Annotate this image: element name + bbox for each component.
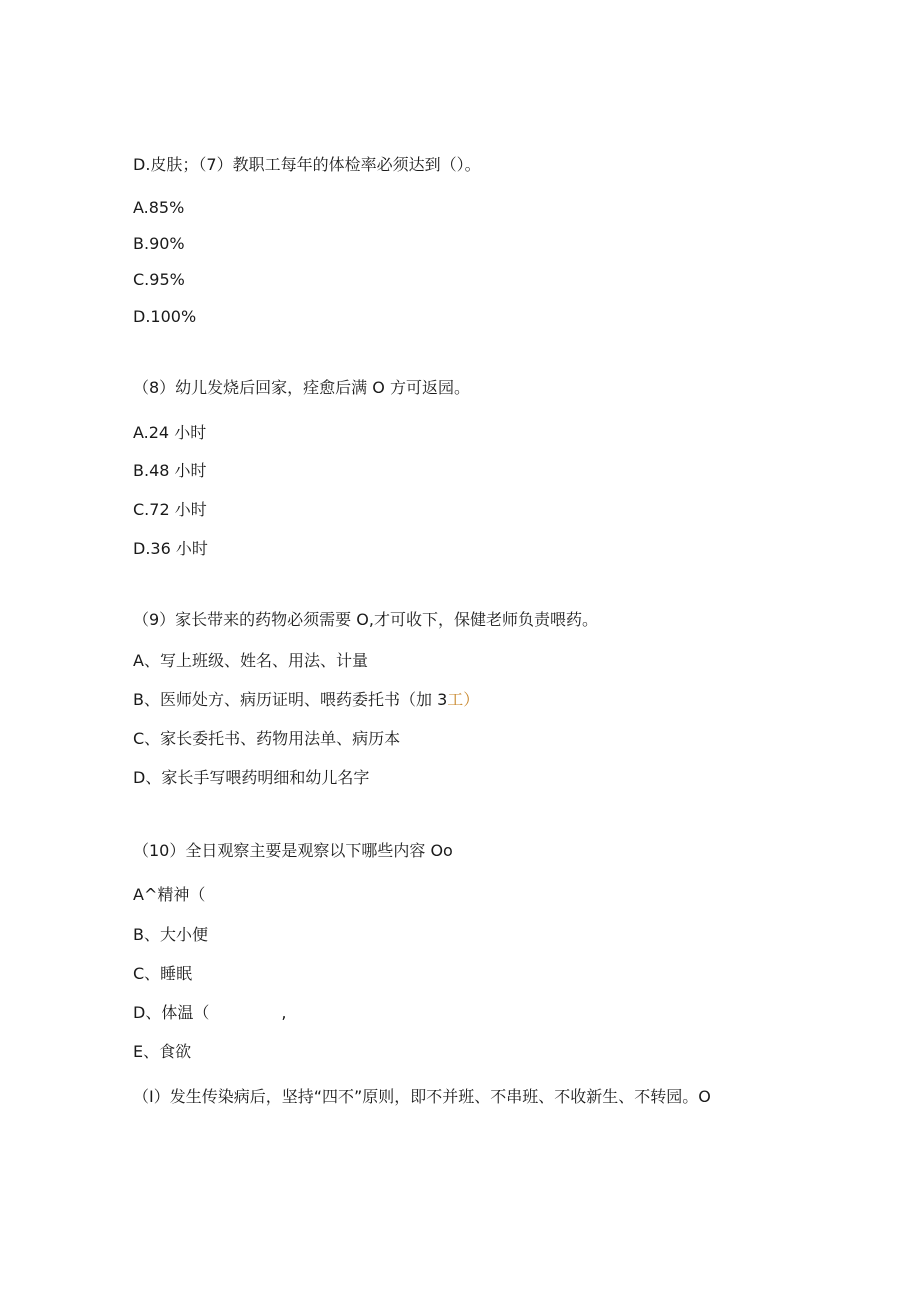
- question-10-option-a: A^精神（: [133, 885, 206, 904]
- question-8-option-b: B.48 小时: [133, 461, 207, 480]
- question-10-option-d-comma: ,: [281, 1003, 287, 1022]
- question-8-option-c: C.72 小时: [133, 500, 207, 519]
- question-10-option-d-text: D、体温（: [133, 1003, 210, 1022]
- question-7-option-d: D.100%: [133, 307, 197, 326]
- question-7-option-a: A.85%: [133, 198, 185, 217]
- question-9-option-a: A、写上班级、姓名、用法、计量: [133, 651, 368, 670]
- question-8-option-a: A.24 小时: [133, 423, 207, 442]
- question-9-option-b: [133, 690, 479, 710]
- question-9-option-b-mark: 工）: [447, 690, 480, 709]
- question-9-option-c: C、家长委托书、药物用法单、病历本: [133, 729, 401, 748]
- question-8-option-d: D.36 小时: [133, 539, 208, 558]
- question-10-option-c: C、睡眠: [133, 964, 193, 983]
- question-9-option-b-text: B、医师处方、病历证明、喂药委托书（加 3: [133, 690, 448, 709]
- question-7-option-b: B.90%: [133, 234, 185, 253]
- question-9-stem: （9）家长带来的药物必须需要 O,才可收下，保健老师负责喂药。: [133, 610, 598, 629]
- question-10-option-b: B、大小便: [133, 925, 208, 944]
- question-7-option-c: C.95%: [133, 270, 185, 289]
- question-10-option-d: [133, 1003, 286, 1023]
- question-11-stem: （I）发生传染病后，坚持“四不”原则，即不并班、不串班、不收新生、不转园。O: [133, 1087, 711, 1106]
- question-8-stem: （8）幼儿发烧后回家，痊愈后满 O 方可返园。: [133, 378, 470, 397]
- question-10-option-e: E、食欲: [133, 1042, 192, 1061]
- question-9-option-d: D、家长手写喂药明细和幼儿名字: [133, 768, 370, 787]
- question-7-stem: D.皮肤；（7）教职工每年的体检率必须达到（）。: [133, 155, 481, 174]
- question-10-stem: （10）全日观察主要是观察以下哪些内容 Oo: [133, 841, 453, 860]
